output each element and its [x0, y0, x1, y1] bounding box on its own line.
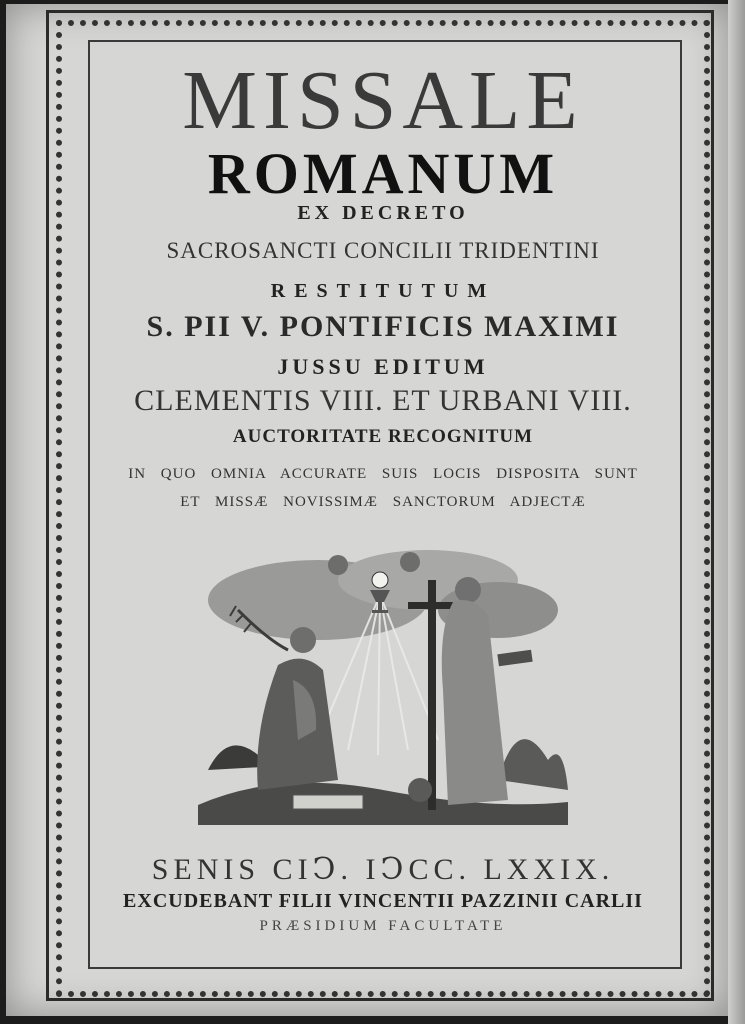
subtitle-jussu-editum: JUSSU EDITUM [277, 354, 489, 379]
description-line-2: ET MISSÆ NOVISSIMÆ SANCTORUM ADJECTÆ [180, 494, 586, 510]
subtitle-pii-v: S. PII V. PONTIFICIS MAXIMI [146, 310, 620, 343]
imprint-printers: EXCUDEBANT FILII VINCENTII PAZZINII CARLII [123, 890, 643, 912]
subtitle-restitutum: RESTITUTUM [270, 280, 496, 302]
allegory-engraving-icon [198, 540, 568, 825]
title-romanum: ROMANUM [207, 141, 559, 206]
page-edge [728, 0, 745, 1024]
imprint-place-year: SENIS CIↃ. IↃCC. LXXIX. [151, 853, 615, 886]
title-missale: MISSALE [182, 54, 584, 147]
description-line-1: IN QUO OMNIA ACCURATE SUIS LOCIS DISPOSITA SUNT [128, 466, 638, 482]
imprint-permission: PRÆSIDIUM FACULTATE [259, 918, 507, 934]
cherub-head-icon [328, 555, 348, 575]
subtitle-concilii: SACROSANCTI CONCILII TRIDENTINI [166, 238, 600, 263]
subtitle-ex-decreto: EX DECRETO [297, 202, 469, 224]
cherub-head-icon [400, 552, 420, 572]
subtitle-auctoritate: AUCTORITATE RECOGNITUM [232, 426, 534, 447]
subtitle-clementis: CLEMENTIS VIII. ET URBANI VIII. [134, 384, 632, 417]
